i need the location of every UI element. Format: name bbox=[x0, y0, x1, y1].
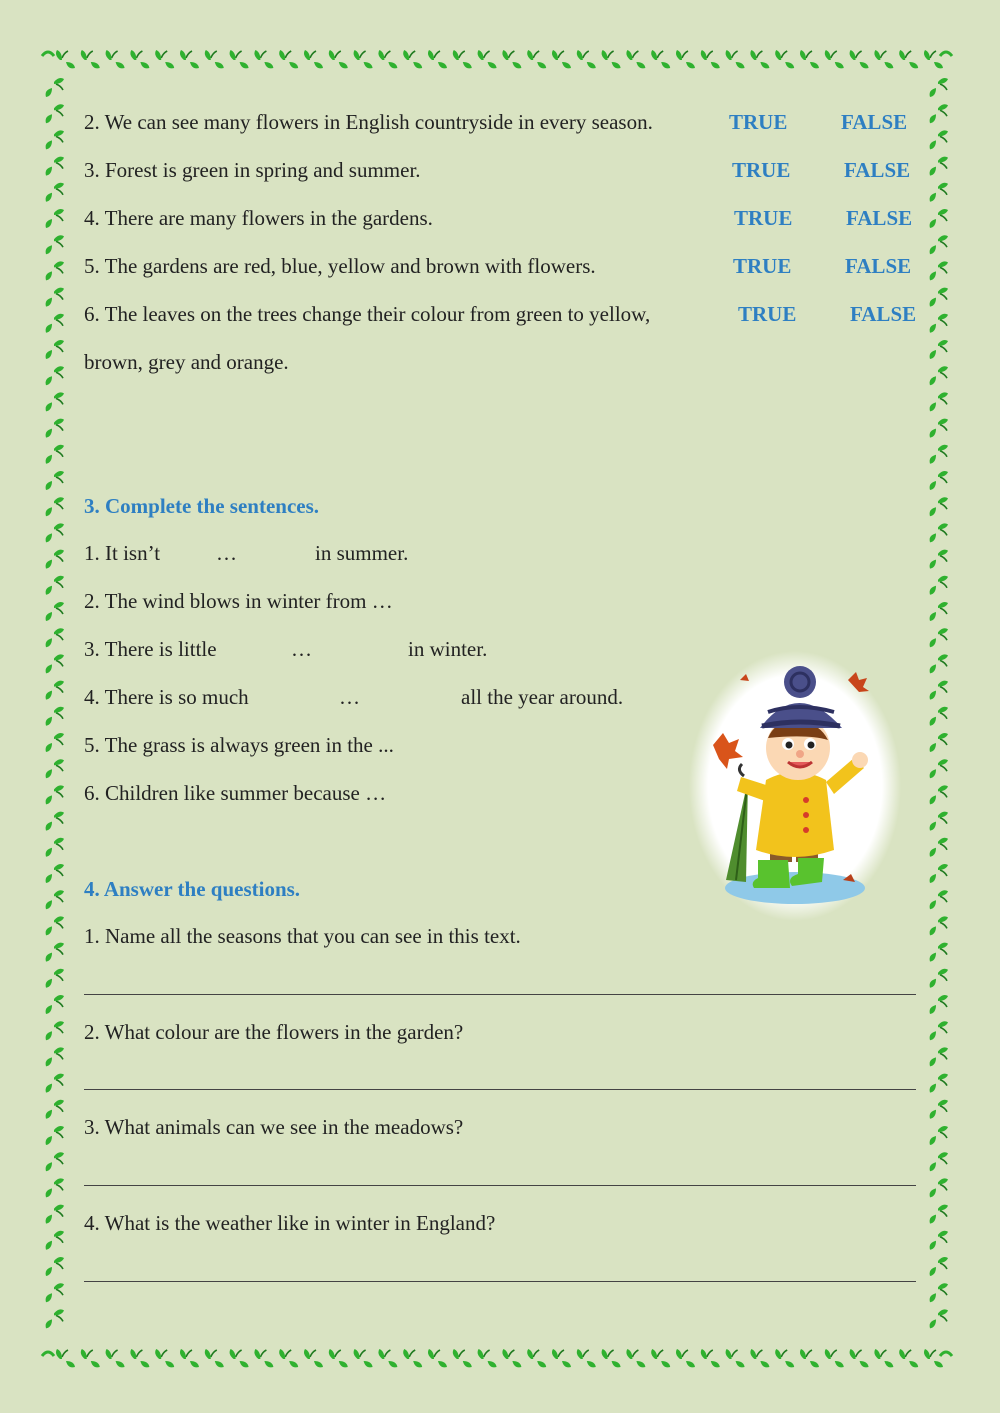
vine-sprig bbox=[46, 1047, 64, 1066]
vine-sprig bbox=[930, 157, 948, 176]
vine-sprig bbox=[46, 943, 64, 962]
vine-sprig bbox=[626, 50, 645, 68]
tf-statement-4: 4. There are many flowers in the gardens. bbox=[84, 206, 433, 230]
vine-sprig bbox=[46, 1021, 64, 1040]
vine-sprig bbox=[46, 235, 64, 254]
vine-sprig bbox=[46, 157, 64, 176]
vine-sprig bbox=[602, 50, 621, 68]
vine-sprig bbox=[930, 707, 948, 726]
vine-sprig bbox=[46, 419, 64, 438]
vine-sprig bbox=[453, 50, 472, 68]
vine-sprig bbox=[930, 419, 948, 438]
vine-sprig bbox=[930, 209, 948, 228]
false-option-4[interactable]: FALSE bbox=[846, 206, 913, 230]
true-option-6[interactable]: TRUE bbox=[738, 302, 797, 326]
vine-sprig bbox=[930, 1231, 948, 1250]
vine-sprig bbox=[930, 523, 948, 542]
vine-sprig bbox=[825, 50, 844, 68]
vine-sprig bbox=[428, 1349, 447, 1367]
vine-sprig bbox=[930, 445, 948, 464]
vine-sprig bbox=[46, 576, 64, 595]
vine-sprig bbox=[930, 497, 948, 516]
vine-sprig bbox=[46, 78, 64, 97]
vine-sprig bbox=[46, 602, 64, 621]
complete-sentence-3: 3. There is little bbox=[84, 637, 217, 661]
vine-sprig bbox=[930, 104, 948, 123]
vine-sprig bbox=[676, 1349, 695, 1367]
vine-sprig bbox=[577, 1349, 596, 1367]
vine-sprig bbox=[56, 1349, 75, 1367]
vine-sprig bbox=[180, 1349, 199, 1367]
vine-sprig bbox=[676, 50, 695, 68]
vine-sprig bbox=[46, 681, 64, 700]
vine-sprig bbox=[403, 1349, 422, 1367]
vine-sprig bbox=[46, 864, 64, 883]
vine-sprig bbox=[230, 1349, 249, 1367]
vine-sprig bbox=[46, 1231, 64, 1250]
vine-sprig bbox=[155, 50, 174, 68]
vine-sprig bbox=[106, 50, 125, 68]
vine-sprig bbox=[46, 812, 64, 831]
vine-sprig bbox=[750, 1349, 769, 1367]
blank-1[interactable]: … bbox=[216, 541, 237, 565]
boy-umbrella-illustration bbox=[688, 650, 902, 922]
vine-sprig bbox=[930, 1178, 948, 1197]
vine-sprig bbox=[46, 261, 64, 280]
vine-sprig bbox=[46, 392, 64, 411]
vine-sprig bbox=[46, 628, 64, 647]
vine-sprig bbox=[924, 1349, 943, 1367]
tf-statement-2: 2. We can see many flowers in English countryside in every season. bbox=[84, 110, 653, 134]
vine-sprig bbox=[46, 759, 64, 778]
vine-sprig bbox=[552, 1349, 571, 1367]
vine-sprig bbox=[502, 50, 521, 68]
vine-corner bbox=[940, 52, 952, 56]
vine-sprig bbox=[46, 838, 64, 857]
blank-3[interactable]: … bbox=[291, 637, 312, 661]
vine-sprig bbox=[56, 50, 75, 68]
vine-sprig bbox=[279, 1349, 298, 1367]
sentence-end-4: all the year around. bbox=[461, 685, 624, 709]
vine-sprig bbox=[602, 1349, 621, 1367]
vine-sprig bbox=[453, 1349, 472, 1367]
vine-sprig bbox=[46, 314, 64, 333]
question-4: 4. What is the weather like in winter in England? bbox=[84, 1211, 496, 1235]
complete-sentence-6: 6. Children like summer because … bbox=[84, 781, 387, 805]
vine-sprig bbox=[850, 1349, 869, 1367]
tf-statement-5: 5. The gardens are red, blue, yellow and brown with flowers. bbox=[84, 254, 596, 278]
complete-sentence-5: 5. The grass is always green in the ... bbox=[84, 733, 394, 757]
vine-sprig bbox=[329, 50, 348, 68]
vine-sprig bbox=[46, 471, 64, 490]
vine-sprig bbox=[930, 130, 948, 149]
vine-sprig bbox=[46, 1126, 64, 1145]
tf-statement-6: 6. The leaves on the trees change their colour from green to yellow, bbox=[84, 302, 651, 326]
true-option-3[interactable]: TRUE bbox=[732, 158, 791, 182]
vine-sprig bbox=[930, 1205, 948, 1224]
vine-sprig bbox=[930, 654, 948, 673]
vine-sprig bbox=[106, 1349, 125, 1367]
tf-statement-3: 3. Forest is green in spring and summer. bbox=[84, 158, 421, 182]
vine-sprig bbox=[930, 78, 948, 97]
vine-sprig bbox=[930, 1283, 948, 1302]
vine-sprig bbox=[874, 50, 893, 68]
vine-sprig bbox=[46, 104, 64, 123]
false-option-3[interactable]: FALSE bbox=[844, 158, 911, 182]
vine-sprig bbox=[930, 261, 948, 280]
vine-sprig bbox=[46, 890, 64, 909]
vine-sprig bbox=[651, 50, 670, 68]
vine-sprig bbox=[46, 288, 64, 307]
vine-sprig bbox=[930, 314, 948, 333]
sentence-end-3: in winter. bbox=[408, 637, 488, 661]
vine-corner bbox=[42, 52, 54, 56]
vine-corner bbox=[940, 1352, 952, 1356]
vine-sprig bbox=[651, 1349, 670, 1367]
vine-sprig bbox=[46, 340, 64, 359]
true-option-4[interactable]: TRUE bbox=[734, 206, 793, 230]
vine-sprig bbox=[46, 1152, 64, 1171]
vine-sprig bbox=[478, 1349, 497, 1367]
question-3: 3. What animals can we see in the meadows? bbox=[84, 1115, 464, 1139]
vine-sprig bbox=[726, 1349, 745, 1367]
vine-sprig bbox=[930, 471, 948, 490]
vine-sprig bbox=[930, 1126, 948, 1145]
vine-sprig bbox=[230, 50, 249, 68]
vine-sprig bbox=[46, 733, 64, 752]
vine-sprig bbox=[205, 1349, 224, 1367]
answer-line-4[interactable] bbox=[84, 1281, 916, 1282]
vine-sprig bbox=[930, 838, 948, 857]
vine-sprig bbox=[930, 1152, 948, 1171]
vine-sprig bbox=[899, 1349, 918, 1367]
vine-sprig bbox=[874, 1349, 893, 1367]
vine-sprig bbox=[930, 576, 948, 595]
complete-sentence-4: 4. There is so much bbox=[84, 685, 249, 709]
vine-sprig bbox=[205, 50, 224, 68]
vine-sprig bbox=[46, 1257, 64, 1276]
vine-sprig bbox=[930, 183, 948, 202]
vine-sprig bbox=[46, 1283, 64, 1302]
vine-sprig bbox=[46, 785, 64, 804]
vine-sprig bbox=[930, 1021, 948, 1040]
answer-line-3[interactable] bbox=[84, 1185, 916, 1186]
vine-sprig bbox=[800, 50, 819, 68]
vine-sprig bbox=[428, 50, 447, 68]
vine-sprig bbox=[930, 340, 948, 359]
false-option-2[interactable]: FALSE bbox=[841, 110, 908, 134]
vine-sprig bbox=[775, 1349, 794, 1367]
vine-sprig bbox=[930, 235, 948, 254]
vine-sprig bbox=[930, 969, 948, 988]
vine-sprig bbox=[279, 50, 298, 68]
vine-sprig bbox=[577, 50, 596, 68]
vine-sprig bbox=[930, 288, 948, 307]
vine-sprig bbox=[930, 1309, 948, 1328]
vine-sprig bbox=[750, 50, 769, 68]
vine-sprig bbox=[930, 864, 948, 883]
vine-sprig bbox=[930, 1257, 948, 1276]
vine-sprig bbox=[800, 1349, 819, 1367]
vine-sprig bbox=[726, 50, 745, 68]
vine-sprig bbox=[930, 733, 948, 752]
vine-sprig bbox=[46, 654, 64, 673]
vine-sprig bbox=[527, 1349, 546, 1367]
vine-sprig bbox=[825, 1349, 844, 1367]
vine-sprig bbox=[81, 50, 100, 68]
vine-sprig bbox=[850, 50, 869, 68]
vine-sprig bbox=[930, 602, 948, 621]
vine-sprig bbox=[46, 130, 64, 149]
vine-sprig bbox=[478, 50, 497, 68]
vine-sprig bbox=[81, 1349, 100, 1367]
vine-sprig bbox=[527, 50, 546, 68]
vine-sprig bbox=[254, 50, 273, 68]
vine-sprig bbox=[930, 1047, 948, 1066]
true-option-5[interactable]: TRUE bbox=[733, 254, 792, 278]
vine-sprig bbox=[46, 1309, 64, 1328]
vine-sprig bbox=[899, 50, 918, 68]
vine-sprig bbox=[304, 50, 323, 68]
vine-sprig bbox=[930, 392, 948, 411]
question-1: 1. Name all the seasons that you can see in this text. bbox=[84, 924, 521, 948]
vine-sprig bbox=[180, 50, 199, 68]
vine-sprig bbox=[930, 366, 948, 385]
vine-sprig bbox=[46, 550, 64, 569]
blank-4[interactable]: … bbox=[339, 685, 360, 709]
sentence-end-1: in summer. bbox=[315, 541, 409, 565]
vine-sprig bbox=[130, 50, 149, 68]
tf-statement-6-continued: brown, grey and orange. bbox=[84, 350, 289, 374]
section-4-heading: 4. Answer the questions. bbox=[84, 877, 301, 901]
vine-sprig bbox=[46, 209, 64, 228]
vine-sprig bbox=[930, 995, 948, 1014]
vine-sprig bbox=[930, 759, 948, 778]
vine-sprig bbox=[378, 50, 397, 68]
answer-line-2[interactable] bbox=[84, 1089, 916, 1090]
vine-sprig bbox=[924, 50, 943, 68]
vine-sprig bbox=[930, 890, 948, 909]
vine-sprig bbox=[930, 943, 948, 962]
vine-sprig bbox=[304, 1349, 323, 1367]
vine-sprig bbox=[46, 366, 64, 385]
sentence-part: 1. It isn’t bbox=[84, 541, 161, 565]
vine-sprig bbox=[46, 916, 64, 935]
vine-sprig bbox=[155, 1349, 174, 1367]
complete-sentence-2: 2. The wind blows in winter from … bbox=[84, 589, 393, 613]
vine-sprig bbox=[46, 995, 64, 1014]
vine-sprig bbox=[46, 1100, 64, 1119]
vine-corner bbox=[42, 1352, 54, 1356]
vine-sprig bbox=[46, 445, 64, 464]
vine-sprig bbox=[701, 50, 720, 68]
vine-sprig bbox=[46, 1178, 64, 1197]
false-option-6[interactable]: FALSE bbox=[850, 302, 917, 326]
vine-sprig bbox=[701, 1349, 720, 1367]
vine-sprig bbox=[46, 969, 64, 988]
vine-sprig bbox=[354, 50, 373, 68]
vine-sprig bbox=[930, 1074, 948, 1093]
vine-sprig bbox=[46, 707, 64, 726]
vine-sprig bbox=[354, 1349, 373, 1367]
vine-sprig bbox=[46, 1074, 64, 1093]
vine-sprig bbox=[930, 550, 948, 569]
answer-line-1[interactable] bbox=[84, 994, 916, 995]
vine-sprig bbox=[930, 1100, 948, 1119]
false-option-5[interactable]: FALSE bbox=[845, 254, 912, 278]
vine-sprig bbox=[930, 812, 948, 831]
vine-sprig bbox=[930, 785, 948, 804]
vine-sprig bbox=[46, 523, 64, 542]
vine-sprig bbox=[930, 916, 948, 935]
section-3-heading: 3. Complete the sentences. bbox=[84, 494, 320, 518]
vine-sprig bbox=[329, 1349, 348, 1367]
vine-sprig bbox=[626, 1349, 645, 1367]
vine-sprig bbox=[552, 50, 571, 68]
true-option-2[interactable]: TRUE bbox=[729, 110, 788, 134]
vine-sprig bbox=[46, 497, 64, 516]
question-2: 2. What colour are the flowers in the garden? bbox=[84, 1020, 464, 1044]
vine-sprig bbox=[378, 1349, 397, 1367]
vine-sprig bbox=[930, 628, 948, 647]
complete-sentence-1 bbox=[84, 540, 160, 566]
vine-sprig bbox=[403, 50, 422, 68]
vine-sprig bbox=[46, 183, 64, 202]
vine-sprig bbox=[930, 681, 948, 700]
vine-sprig bbox=[130, 1349, 149, 1367]
vine-sprig bbox=[502, 1349, 521, 1367]
vine-sprig bbox=[46, 1205, 64, 1224]
vine-sprig bbox=[254, 1349, 273, 1367]
vine-sprig bbox=[775, 50, 794, 68]
